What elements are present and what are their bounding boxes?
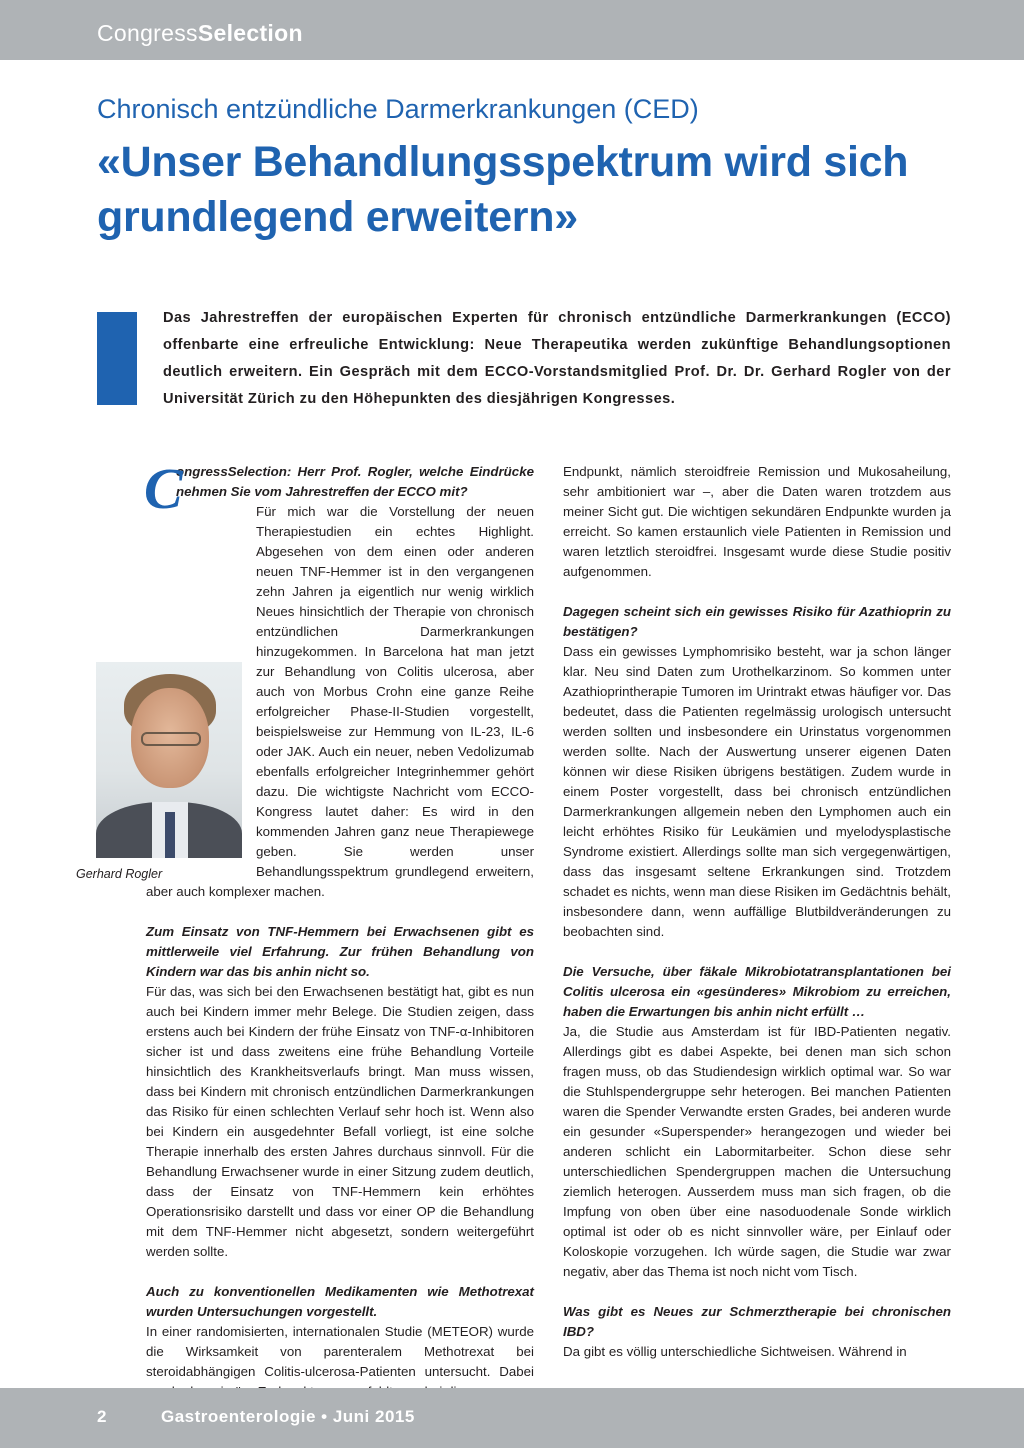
header-bar — [0, 0, 1024, 60]
photo-glasses — [141, 732, 201, 746]
page-number: 2 — [97, 1407, 107, 1426]
photo-tie — [165, 812, 175, 858]
column-right — [563, 462, 951, 1362]
question-2: Zum Einsatz von TNF-Hemmern bei Erwachsenen gibt es mittlerweile viel Erfahrung. Zur frühen Behandlung von Kindern war das bis anhin nicht so. — [146, 924, 534, 979]
drop-cap: C — [144, 456, 183, 521]
answer-3: In einer randomisierten, internationalen Studie (METEOR) wurde die Wirksamkeit von parenteralem Methotrexat bei steroidabhängigen Colitis-ulcerosa-Patienten untersucht. Dabei — [146, 1324, 534, 1379]
answer-1: Für mich war die Vorstellung der neuen Therapiestudien ein echtes Highlight. Abgesehen von dem einen oder anderen neuen TNF-Hemmer ist in den vergangenen zehn Jahren ja eigentlich nur wenig wirklich Neues hinsichtlich der Therapie von chronisch entzündlichen Darmerkrankungen hinzugekommen. In Barcelona hat man jetzt zur Behandlung von Colitis ulcerosa, aber auch von Morbus Crohn eine ganze Reihe erfolgreicher Phase-II-Studien vorgestellt, beispielsweise zur Hemmung von IL-23, IL-6 oder JAK. Auch ein neuer, neben Vedolizumab ebenfalls erfolgreicher Integrinhemmer gehört dazu. Die wichtigste Nachricht vom ECCO-Kongress lautet daher: Es wird in den kommenden Jahren ganz neue Therapiewege geben. Sie werden unser Behandlungsspektrum grundlegend erweitern, aber auch komplexer machen. — [146, 504, 534, 899]
answer-6: Da gibt es völlig unterschiedliche Sichtweisen. Während in — [563, 1344, 907, 1359]
portrait-photo — [96, 662, 242, 858]
article-lead: Das Jahrestreffen der europäischen Experten für chronisch entzündliche Darmerkrankungen (ECCO) offenbarte eine erfreuliche Entwicklung: Neue Therapeutika werden zukünftige Behandlungsoptionen deutlich erweitern. Ein Gespräch mit dem ECCO-Vorstandsmitglied Prof. Dr. Dr. Gerhard Rogler von der Universität Zürich zu den Höhepunkten des diesjährigen Kongresses. — [163, 310, 951, 407]
journal-issue: Gastroenterologie • Juni 2015 — [161, 1407, 415, 1426]
answer-1-wrap — [76, 502, 534, 902]
brand-logo — [97, 18, 303, 48]
answer-3-continued: Endpunkt, nämlich steroidfreie Remission und Mukosaheilung, sehr ambitioniert war –, aber die Daten waren trotzdem aus meiner Sicht gut. Die wichtigen sekundären Endpunkte wurden ja erreicht. So kamen erstaunlich viele Patienten in Remission und waren letztlich steroidfrei. Insgesamt wurde diese Studie positiv aufgenommen. — [563, 464, 951, 579]
article-headline: «Unser Behandlungsspektrum wird sich grundlegend erweitern» — [97, 138, 909, 241]
article-kicker: Chronisch entzündliche Darmerkrankungen (CED) — [97, 94, 699, 124]
brand-bold: Selection — [197, 20, 303, 46]
footer-bar — [0, 1388, 1024, 1448]
question-6: Was gibt es Neues zur Schmerztherapie bei chronischen IBD? — [563, 1304, 951, 1339]
question-3: Auch zu konventionellen Medikamenten wie Methotrexat wurden Untersuchungen vorgestellt. — [146, 1284, 534, 1319]
lead-accent-bar — [97, 312, 137, 405]
question-1: ongressSelection: Herr Prof. Rogler, welche Eindrücke nehmen Sie vom Jahrestreffen der ECCO mit? — [176, 464, 534, 499]
answer-5: Ja, die Studie aus Amsterdam ist für IBD-Patienten negativ. Allerdings gibt es dabei Aspekte, bei denen man sich schon fragen muss, ob das Studiendesign wirklich optimal war. So war die Stuhlspendergruppe sehr heterogen. Bei manchen Patienten waren die Spender Verwandte ersten Grades, bei anderen wurde ein gesunder «Superspender» herangezogen und wieder bei anderen schlicht ein Labormitarbeiter. Schon diese sehr unterschiedlichen Spendergruppen machen die Untersuchung ziemlich heterogen. Ausserdem muss man sich fragen, ob die Impfung von oben über eine nasoduodenale Sonde wirklich optimal ist oder ob es nicht sinnvoller wäre, per Einlauf oder Koloskopie vorzugehen. Ich würde sagen, die Studie war zwar negativ, aber das Thema ist noch nicht vom Tisch. — [563, 1024, 951, 1279]
answer-2: Für das, was sich bei den Erwachsenen bestätigt hat, gibt es nun auch bei Kindern immer mehr Belege. Die Studien zeigen, dass erstens auch bei Kindern der frühe Einsatz von TNF-α-Inhibitoren sicher ist und dass zweitens eine frühe Behandlung Vorteile hinsichtlich des Krankheitsverlaufs bringt. Man muss wissen, dass bei Kindern mit chronisch entzündlichen Darmerkrankungen das Risiko für einen schlechten Verlauf sehr hoch ist. Wenn also bei Kindern ein ausgedehnter Befall vorliegt, ist eine solche Therapie innerhalb des ersten Jahres durchaus sinnvoll. Für die Behandlung Erwachsener wurde in einer Sitzung zudem deutlich, dass der Einsatz von TNF-Hemmern kein erhöhtes Operationsrisiko darstellt und dass vor einer OP die Behandlung mit dem TNF-Hemmer nicht abgesetzt, sondern weitergeführt werden sollte. — [146, 984, 534, 1259]
answer-4: Dass ein gewisses Lymphomrisiko besteht, war ja schon länger klar. Neu sind Daten zum Urothelkarzinom. So kommen unter Azathioprintherapie Tumoren im Urintrakt etwas häufiger vor. Das bedeutet, dass die Patienten regelmässig urologisch untersucht werden sollten und insbesondere ein Urinstatus vorgenommen werden sollte. Nach der Auswertung unserer eigenen Daten können wir diese Risiken übrigens bestätigen. Zudem wurde in einem Poster vorgestellt, dass bei chronisch entzündlichen Darmerkrankungen allgemein neben den Lymphomen auch ein leicht erhöhtes Risiko für Leukämien und myelodysplastische Syndrome existiert. Allerdings sollte man sich vergegenwärtigen, dass das insgesamt seltene Erkrankungen sind. Trotzdem schadet es nichts, wenn man diese Risiken im Gedächtnis behält, insbesondere dann, wenn auffällige Blutbildveränderungen zu beobachten sind. — [563, 644, 951, 939]
question-4: Dagegen scheint sich ein gewisses Risiko für Azathioprin zu bestätigen? — [563, 604, 951, 639]
column-left — [76, 456, 534, 1402]
question-5: Die Versuche, über fäkale Mikrobiotatransplantationen bei Colitis ulcerosa ein «gesünderes» Mikrobiom zu erreichen, haben die Erwartungen bis anhin nicht erfüllt … — [563, 964, 951, 1019]
brand-regular: Congress — [97, 20, 198, 46]
intro-block — [144, 456, 534, 521]
photo-block — [76, 662, 242, 882]
photo-caption: Gerhard Rogler — [76, 867, 163, 881]
